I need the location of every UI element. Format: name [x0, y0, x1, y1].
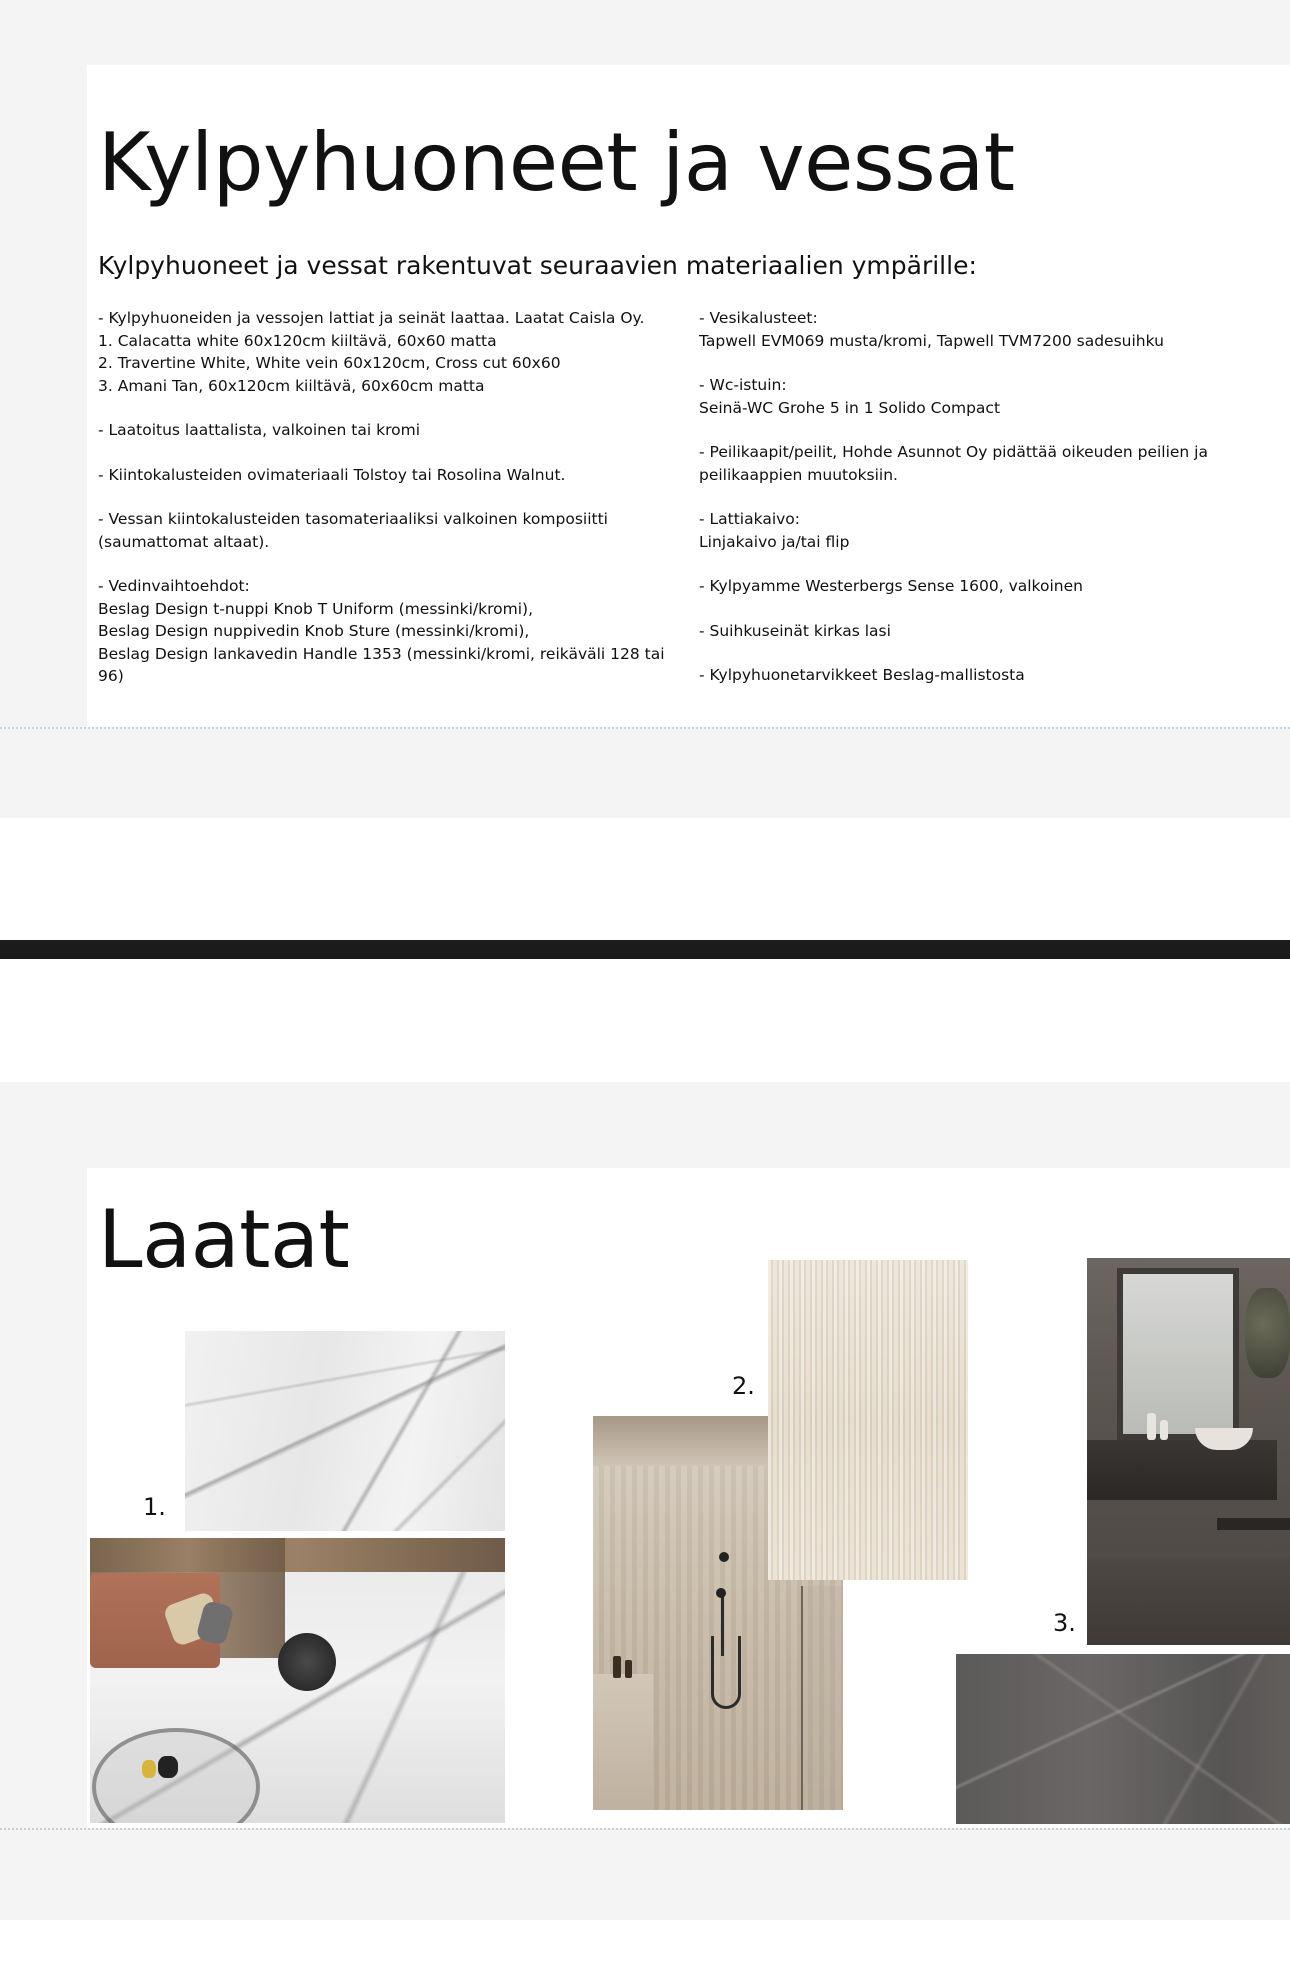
shower-knob [716, 1588, 726, 1598]
countertop-text: - Vessan kiintokalusteiden tasomateriaaliksi valkoinen komposiitti [98, 510, 608, 528]
vase [158, 1756, 178, 1778]
bathroom-vanity [1087, 1440, 1277, 1500]
faucets-value: Tapwell EVM069 musta/kromi, Tapwell TVM7200 sadesuihku [699, 331, 1164, 350]
accessories-text: - Kylpyhuonetarvikkeet Beslag-mallistosta [699, 666, 1025, 684]
tile-item-3: 3. Amani Tan, 60x120cm kiiltävä, 60x60cm matta [98, 376, 485, 395]
bathtub-text: - Kylpyamme Westerbergs Sense 1600, valkoinen [699, 577, 1083, 595]
shower-walls-text: - Suihkuseinät kirkas lasi [699, 621, 891, 640]
shower-hose [711, 1636, 741, 1709]
bathroom-floor [1087, 1558, 1290, 1645]
tile-item-2: 2. Travertine White, White vein 60x120cm, Cross cut 60x60 [98, 354, 561, 372]
calacatta-tile-image [185, 1331, 505, 1531]
page-subtitle: Kylpyhuoneet ja vessat rakentuvat seuraavien materiaalien ympärille: [98, 251, 977, 280]
bathroom-plant [1245, 1288, 1290, 1378]
vase-yellow [142, 1760, 156, 1778]
page-title: Kylpyhuoneet ja vessat [98, 116, 1015, 209]
handle-item-3: Beslag Design lankavedin Handle 1353 (messinki/kromi, reikäväli 128 tai [98, 644, 665, 663]
tile-strip-text: - Laatoitus laattalista, valkoinen tai kromi [98, 421, 421, 439]
cabinet-doors-text: - Kiintokalusteiden ovimateriaali Tolstoy tai Rosolina Walnut. [98, 465, 566, 484]
shower-door [801, 1586, 843, 1810]
slide-bathrooms[interactable] [87, 65, 1290, 727]
bathroom-bottle-2 [1160, 1420, 1168, 1440]
shower-bench [593, 1674, 653, 1810]
calacatta-room-image [90, 1538, 505, 1823]
mirrors-text-2: peilikaappien muutoksiin. [699, 465, 898, 484]
materials-left-column [98, 307, 665, 688]
mirrors-text: - Peilikaapit/peilit, Hohde Asunnot Oy pidättää oikeuden peilien ja [699, 443, 1208, 461]
materials-right-column [699, 307, 1208, 687]
handles-title: - Vedinvaihtoehdot: [98, 577, 250, 595]
bathroom-window [1117, 1268, 1239, 1440]
countertop-text-2: (saumattomat altaat). [98, 532, 270, 551]
faucets-title: - Vesikalusteet: [699, 309, 818, 327]
amani-bathroom-image [1087, 1258, 1290, 1645]
glass-table [92, 1728, 260, 1823]
handle-item-2: Beslag Design nuppivedin Knob Sture (messinki/kromi), [98, 622, 530, 640]
handle-item-1: Beslag Design t-nuppi Knob T Uniform (messinki/kromi), [98, 599, 533, 618]
tile-item-1: 1. Calacatta white 60x120cm kiiltävä, 60x60 matta [98, 331, 497, 350]
side-table [278, 1633, 336, 1691]
shower-valve [719, 1552, 729, 1562]
tile-label-3: 3. [1053, 1609, 1076, 1637]
shower-bottle-2 [625, 1660, 632, 1678]
travertine-tile-image [768, 1260, 968, 1580]
drain-title: - Lattiakaivo: [699, 510, 800, 528]
slide-divider [0, 940, 1290, 959]
slide-separator-line [0, 727, 1290, 729]
bathroom-shelf [1217, 1518, 1290, 1530]
bathroom-bottle [1147, 1413, 1156, 1440]
wc-title: - Wc-istuin: [699, 376, 787, 394]
slide-separator-line-2 [0, 1828, 1290, 1830]
shower-bottle [613, 1656, 621, 1678]
page-title-tiles: Laatat [98, 1193, 350, 1286]
tiles-intro: - Kylpyhuoneiden ja vessojen lattiat ja seinät laattaa. Laatat Caisla Oy. [98, 309, 645, 327]
drain-value: Linjakaivo ja/tai flip [699, 532, 850, 551]
amani-tile-image [956, 1654, 1290, 1824]
tile-label-1: 1. [143, 1493, 166, 1521]
wc-value: Seinä-WC Grohe 5 in 1 Solido Compact [699, 398, 1001, 417]
tile-label-2: 2. [732, 1372, 755, 1400]
slide-tiles[interactable] [87, 1168, 1290, 1828]
handle-item-3b: 96) [98, 667, 124, 685]
